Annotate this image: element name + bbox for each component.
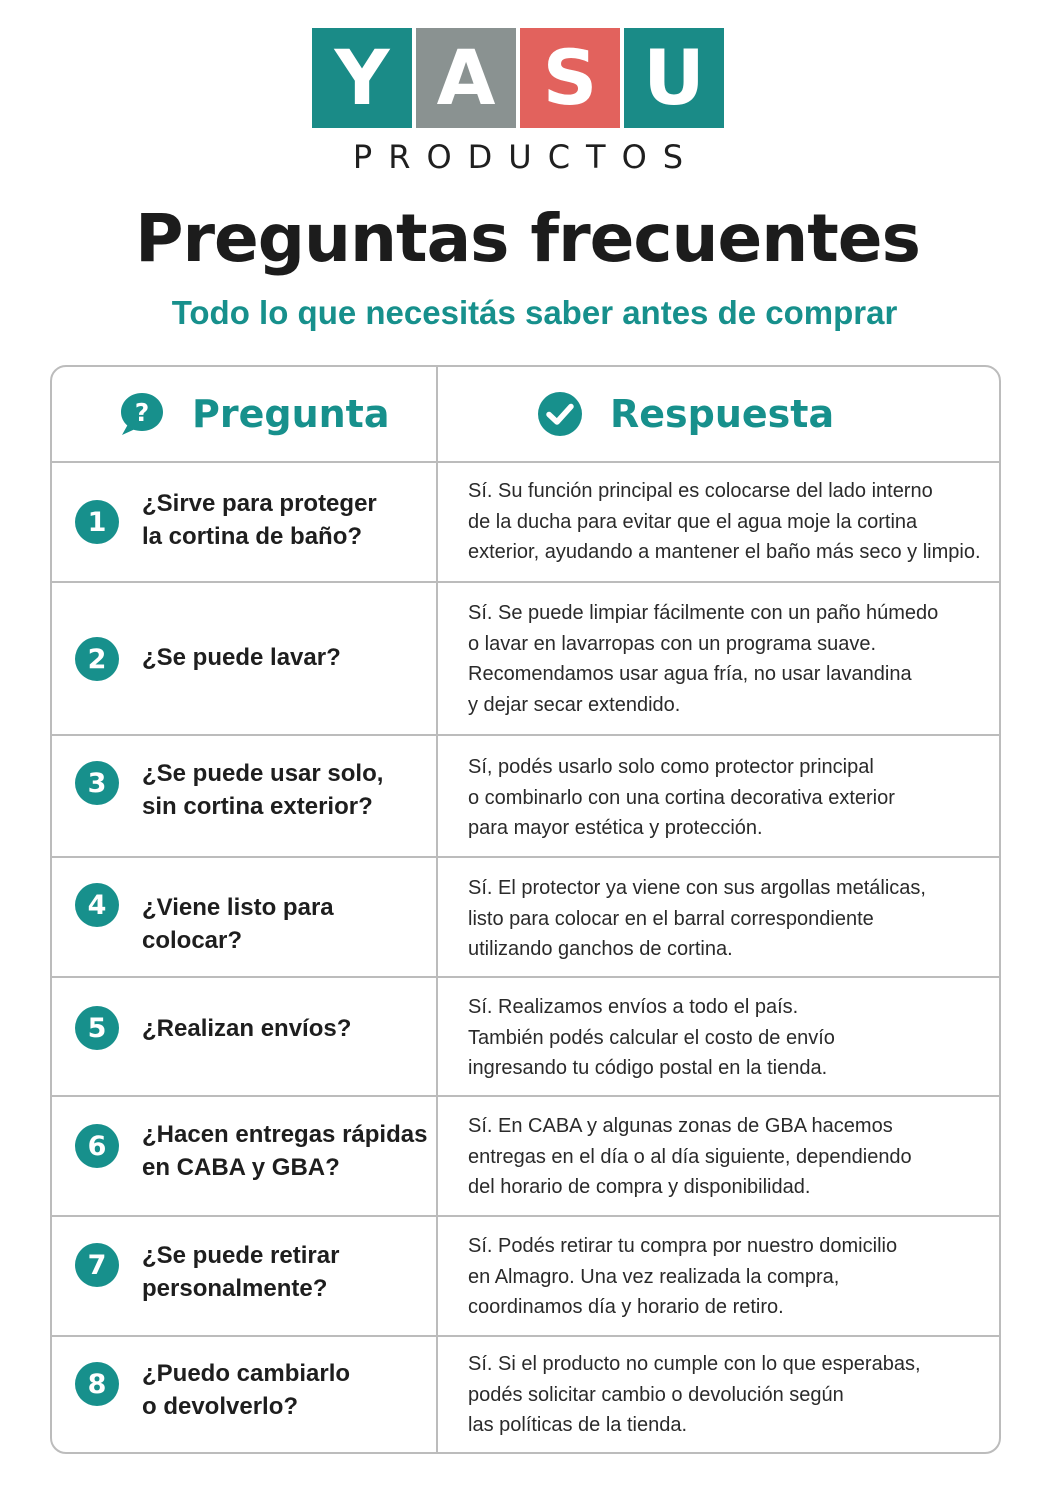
faq-row <box>52 583 999 736</box>
column-divider <box>436 367 438 1452</box>
answer-column-header <box>536 367 834 461</box>
faq-answer: Sí. Se puede limpiar fácilmente con un paño húmedo o lavar en lavarropas con un programa suave. Recomendamos usar agua fría, no usar lavandina y dejar secar extendido. <box>468 602 939 716</box>
faq-row <box>52 1217 999 1337</box>
answer-column-label: Respuesta <box>610 392 835 436</box>
row-number-badge: 5 <box>75 1006 119 1050</box>
row-number-badge: 6 <box>75 1124 119 1168</box>
logo-tile-a: A <box>416 28 516 128</box>
faq-row <box>52 1097 999 1217</box>
faq-row <box>52 978 999 1097</box>
faq-question: ¿Puedo cambiarlo o devolverlo? <box>142 1360 351 1420</box>
faq-answer: Sí. Realizamos envíos a todo el país. También podés calcular el costo de envío ingresando tu código postal en la tienda. <box>468 996 835 1079</box>
row-number-badge: 4 <box>75 883 119 927</box>
faq-question: ¿Hacen entregas rápidas en CABA y GBA? <box>142 1121 428 1181</box>
faq-answer: Sí. Si el producto no cumple con lo que esperabas, podés solicitar cambio o devolución según las políticas de la tienda. <box>468 1353 921 1436</box>
page-subtitle: Todo lo que necesitás saber antes de comprar <box>171 294 898 331</box>
faq-question: ¿Se puede lavar? <box>142 644 341 671</box>
row-number-badge: 1 <box>75 500 119 544</box>
faq-question: ¿Se puede retirar personalmente? <box>142 1242 340 1302</box>
row-number-badge: 2 <box>75 637 119 681</box>
faq-question: ¿Viene listo para colocar? <box>142 894 334 954</box>
logo-tile-s: S <box>520 28 620 128</box>
question-column-header <box>118 367 389 461</box>
question-column-label: Pregunta <box>192 392 390 436</box>
faq-answer: Sí. Su función principal es colocarse del lado interno de la ducha para evitar que el agua moje la cortina exterior, ayudando a mantener el baño más seco y limpio. <box>468 480 981 563</box>
brand-subtitle: PRODUCTOS <box>352 138 700 176</box>
row-number-badge: 7 <box>75 1243 119 1287</box>
faq-row <box>52 1337 999 1454</box>
faq-question: ¿Realizan envíos? <box>142 1015 352 1042</box>
faq-answer: Sí. El protector ya viene con sus argollas metálicas, listo para colocar en el barral correspondiente utilizando ganchos de cortina. <box>468 877 926 960</box>
faq-answer: Sí. En CABA y algunas zonas de GBA hacemos entregas en el día o al día siguiente, dependiendo del horario de compra y disponibilidad. <box>468 1115 912 1198</box>
faq-table <box>50 365 1001 1454</box>
svg-text:?: ? <box>134 398 150 427</box>
row-number-badge: 8 <box>75 1362 119 1406</box>
faq-answer: Sí, podés usarlo solo como protector principal o combinarlo con una cortina decorativa exterior para mayor estética y protección. <box>468 756 895 839</box>
question-bubble-icon <box>118 390 166 438</box>
logo-tile-y: Y <box>312 28 412 128</box>
faq-question: ¿Se puede usar solo, sin cortina exterior? <box>142 760 384 820</box>
faq-row <box>52 463 999 583</box>
table-header <box>52 367 999 463</box>
logo-tile-u: U <box>624 28 724 128</box>
faq-row <box>52 736 999 858</box>
faq-answer: Sí. Podés retirar tu compra por nuestro domicilio en Almagro. Una vez realizada la compra, coordinamos día y horario de retiro. <box>468 1235 898 1318</box>
faq-question: ¿Sirve para proteger la cortina de baño? <box>142 490 377 550</box>
faq-row <box>52 858 999 978</box>
page-title: Preguntas frecuentes <box>135 200 920 277</box>
brand-logo <box>312 28 724 128</box>
check-circle-icon <box>536 390 584 438</box>
row-number-badge: 3 <box>75 761 119 805</box>
